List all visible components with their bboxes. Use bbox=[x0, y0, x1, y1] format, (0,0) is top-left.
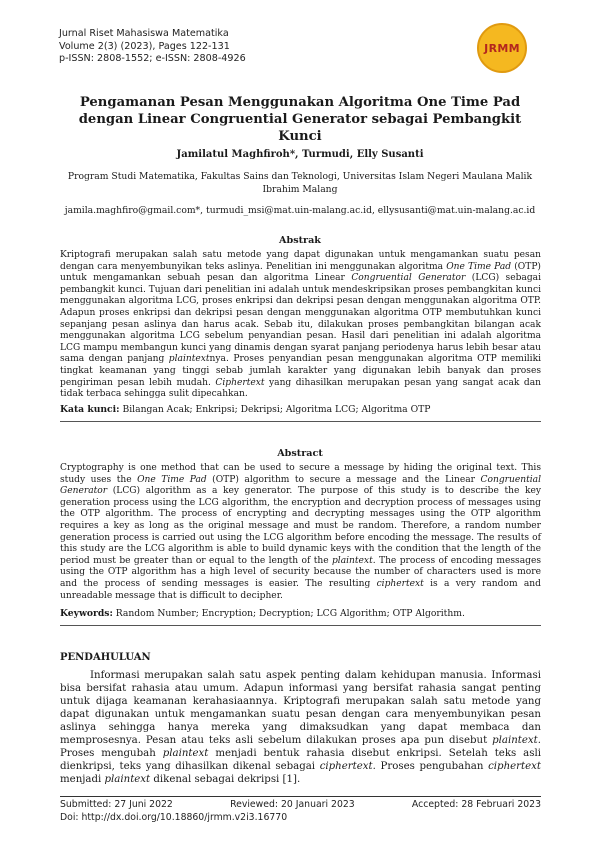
section-divider bbox=[60, 421, 541, 422]
abstract-heading: Abstract bbox=[277, 448, 323, 459]
submitted-date: Submitted: 27 Juni 2022 bbox=[60, 799, 173, 810]
section-divider bbox=[60, 625, 541, 626]
keywords-label: Keywords: bbox=[60, 608, 113, 619]
abstrak-text: Kriptografi merupakan salah satu metode yang dapat digunakan untuk mengamankan suatu pesan dengan cara menyembunyikan teks aslinya. Penelitian ini menggunakan algoritma One Time Pad (OTP) untuk mengamankan sebuah pesan dan algoritma Linear Congruential Generator (LCG) sebagai pembangkit kunci. Tujuan dari penelitian ini adalah untuk mendeskripsikan proses pembangkitan kunci menggunakan algoritma LCG, proses enkripsi dan dekripsi pesan dengan menggunakan algoritma OTP. Adapun proses enkripsi dan dekripsi pesan dengan menggunakan algoritma OTP membutuhkan kunci sepanjang pesan aslinya dan harus acak. Sebab itu, dilakukan proses pembangkitan bilangan acak menggunakan algoritma LCG sebelum penyandian pesan. Hasil dari penelitian ini adalah algoritma LCG mampu membangun kunci yang dinamis dengan syarat panjang periodenya harus lebih besar atau sama dengan panjang plaintextnya. Proses penyandian pesan menggunakan algoritma OTP memiliki tingkat keamanan yang tinggi sebab jumlah karakter yang digunakan lebih banyak dan proses pengiriman pesan lebih mudah. Ciphertext yang dihasilkan merupakan pesan yang sangat acak dan tidak terbaca sehingga sulit dipecahkan. bbox=[60, 250, 542, 400]
journal-header bbox=[59, 28, 246, 66]
kata-kunci bbox=[60, 404, 541, 415]
reviewed-date: Reviewed: 20 Januari 2023 bbox=[230, 799, 355, 810]
keywords-list: Random Number; Encryption; Decryption; LCG Algorithm; OTP Algorithm. bbox=[112, 608, 465, 619]
article-authors: Jamilatul Maghfiroh*, Turmudi, Elly Susanti bbox=[176, 149, 424, 160]
author-emails: jamila.maghfiro@gmail.com*, turmudi_msi@mat.uin-malang.ac.id, ellysusanti@mat.uin-malang.ac.id bbox=[64, 205, 536, 216]
journal-issn: p-ISSN: 2808-1552; e-ISSN: 2808-4926 bbox=[59, 53, 246, 64]
intro-heading: PENDAHULUAN bbox=[60, 652, 151, 663]
abstract-text: Cryptography is one method that can be used to secure a message by hiding the original text. This study uses the One Time Pad (OTP) algorithm to secure a message and the Linear Congruential Generator (LCG) algorithm as a key generator. The purpose of this study is to describe the key generation process using the LCG algorithm, the encryption and decryption process of messages using the OTP algorithm. The process of encrypting and decrypting messages using the OTP algorithm requires a key as long as the original message and must be random. Therefore, a random number generation process is carried out using the LCG algorithm before encoding the message. The results of this study are the LCG algorithm is able to build dynamic keys with the condition that the length of the period must be greater than or equal to the length of the plaintext. The process of encoding messages using the OTP algorithm has a high level of security because the number of characters used is more and the process of sending messages is easier. The resulting ciphertext is a very random and unreadable message that is difficult to decipher. bbox=[60, 463, 541, 601]
kata-kunci-label: Kata kunci: bbox=[60, 404, 120, 415]
article-affiliation: Program Studi Matematika, Fakultas Sains dan Teknologi, Universitas Islam Negeri Maulana Malik Ibrahim Malang bbox=[67, 171, 533, 195]
doi-link[interactable]: Doi: http://dx.doi.org/10.18860/jrmm.v2i3.16770 bbox=[60, 812, 288, 823]
journal-logo-text: JRMM bbox=[484, 41, 520, 55]
kata-kunci-list: Bilangan Acak; Enkripsi; Dekripsi; Algoritma LCG; Algoritma OTP bbox=[119, 404, 431, 415]
journal-name: Jurnal Riset Mahasiswa Matematika bbox=[59, 28, 229, 39]
abstrak-heading: Abstrak bbox=[279, 235, 321, 246]
intro-paragraph: Informasi merupakan salah satu aspek penting dalam kehidupan manusia. Informasi bisa bersifat rahasia atau umum. Adapun informasi yang bersifat rahasia sangat penting untuk dijaga keamanan kerahasiaannya. Kriptografi merupakan salah satu metode yang dapat digunakan untuk mengamankan suatu pesan dengan cara menyembunyikan pesan aslinya sehingga hanya mereka yang dimaksudkan yang dapat membaca dan memprosesnya. Pesan atau teks asli sebelum dilakukan proses apa pun disebut plaintext. Proses mengubah plaintext menjadi bentuk rahasia disebut enkripsi. Setelah teks asli dienkripsi, teks yang dihasilkan dikenal sebagai ciphertext. Proses pengubahan ciphertext menjadi plaintext dikenal sebagai dekripsi [1]. bbox=[60, 670, 542, 785]
journal-logo bbox=[477, 23, 527, 73]
journal-volume: Volume 2(3) (2023), Pages 122-131 bbox=[59, 40, 230, 52]
article-footer bbox=[60, 799, 541, 823]
keywords bbox=[60, 608, 541, 619]
accepted-date: Accepted: 28 Februari 2023 bbox=[411, 799, 541, 810]
article-title: Pengamanan Pesan Menggunakan Algoritma One Time Pad dengan Linear Congruential Generator sebagai Pembangkit Kunci bbox=[78, 95, 522, 144]
footer-divider bbox=[60, 796, 541, 797]
